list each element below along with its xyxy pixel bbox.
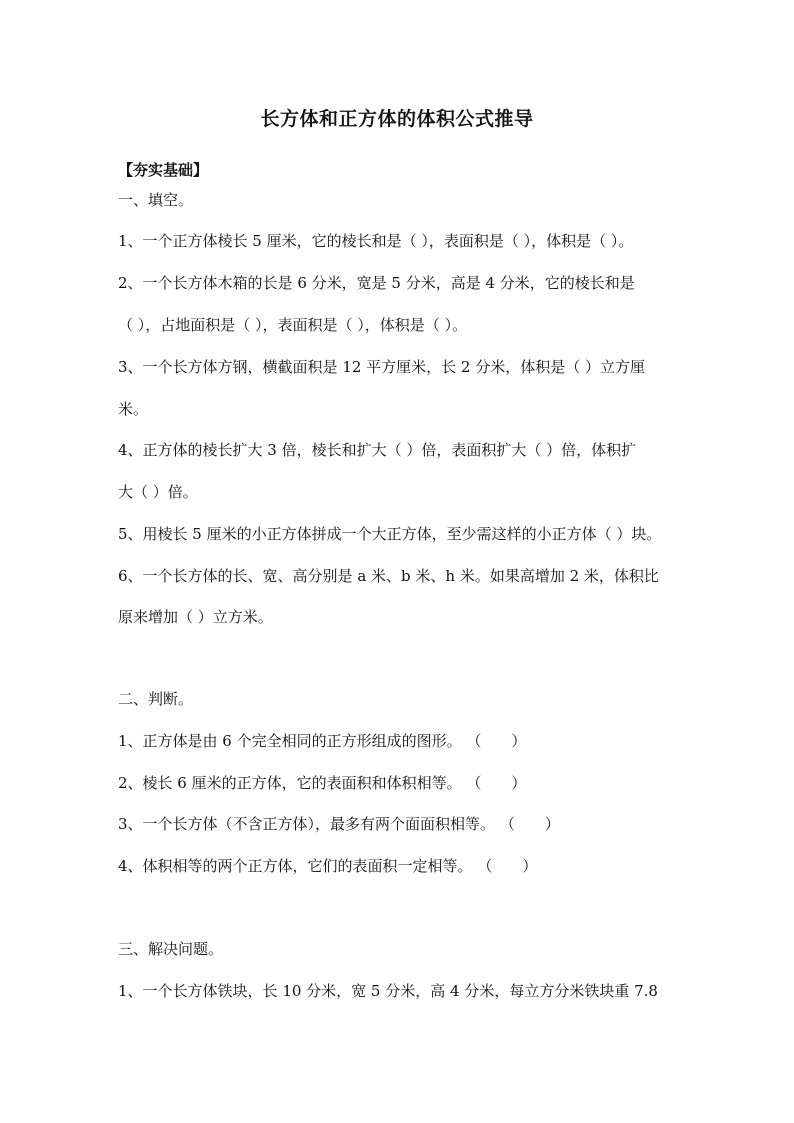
part1-line-6: 4、正方体的棱长扩大 3 倍，棱长和扩大（ ）倍，表面积扩大（ ）倍，体积扩 xyxy=(118,441,637,459)
part1-line-4: 3、一个长方体方钢，横截面积是 12 平方厘米，长 2 分米，体积是（ ）立方厘 xyxy=(118,358,646,376)
part1-heading: 一、填空。 xyxy=(118,191,194,209)
part2-line-1: 1、正方体是由 6 个完全相同的正方形组成的图形。 （ ） xyxy=(118,732,527,750)
part1-line-5: 米。 xyxy=(118,400,149,418)
part3-heading: 三、解决问题。 xyxy=(118,940,224,958)
part2-line-4: 4、体积相等的两个正方体，它们的表面积一定相等。 （ ） xyxy=(118,857,538,875)
part2-heading: 二、判断。 xyxy=(118,690,194,708)
part2-line-2: 2、棱长 6 厘米的正方体，它的表面积和体积相等。 （ ） xyxy=(118,774,527,792)
part1-line-9: 6、一个长方体的长、宽、高分别是 a 米、b 米、h 米。如果高增加 2 米，体积比 xyxy=(118,567,659,585)
part1-line-2: 2、一个长方体木箱的长是 6 分米，宽是 5 分米，高是 4 分米，它的棱长和是 xyxy=(118,274,635,292)
part1-line-8: 5、用棱长 5 厘米的小正方体拼成一个大正方体，至少需这样的小正方体（ ）块。 xyxy=(118,525,662,543)
part1-line-10: 原来增加（ ）立方米。 xyxy=(118,608,273,626)
page-title: 长方体和正方体的体积公式推导 xyxy=(260,108,534,130)
part1-line-1: 1、一个正方体棱长 5 厘米，它的棱长和是（ ），表面积是（ ），体积是（ ）。 xyxy=(118,232,634,250)
part1-line-3: （ ），占地面积是（ ），表面积是（ ），体积是（ ）。 xyxy=(118,316,468,334)
part1-line-7: 大（ ）倍。 xyxy=(118,483,198,501)
part3-line-1: 1、一个长方体铁块，长 10 分米，宽 5 分米，高 4 分米，每立方分米铁块重 7.8 xyxy=(118,982,658,1000)
part2-line-3: 3、一个长方体（不含正方体），最多有两个面面积相等。 （ ） xyxy=(118,815,560,833)
section-tag: 【夯实基础】 xyxy=(118,161,209,179)
